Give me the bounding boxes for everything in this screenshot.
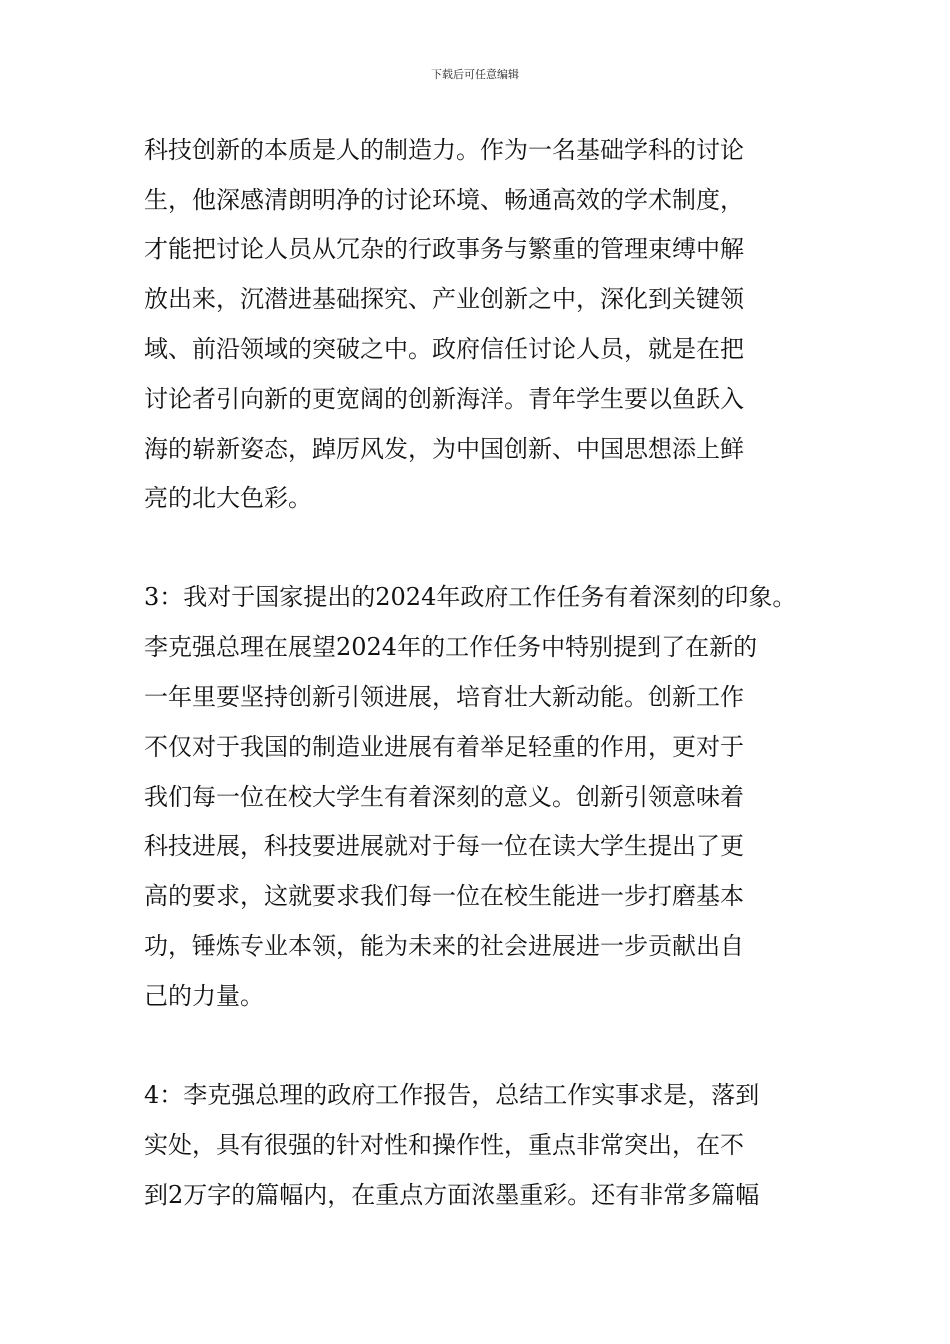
paragraph-line: 不仅对于我国的制造业进展有着举足轻重的作用，更对于 — [144, 733, 744, 761]
paragraph-line: 功，锤炼专业本领，能为未来的社会进展进一步贡献出自 — [144, 932, 744, 960]
paragraph-line: 亮的北大色彩。 — [144, 484, 312, 512]
paragraph-line: 放出来，沉潜进基础探究、产业创新之中，深化到关键领 — [144, 285, 744, 313]
paragraph-line: 高的要求，这就要求我们每一位在校生能进一步打磨基本 — [144, 882, 744, 910]
paragraph-line: 讨论者引向新的更宽阔的创新海洋。青年学生要以鱼跃入 — [144, 385, 744, 413]
paragraph-line: 科技创新的本质是人的制造力。作为一名基础学科的讨论 — [144, 136, 744, 164]
paragraph-line: 海的崭新姿态，踔厉风发，为中国创新、中国思想添上鲜 — [144, 435, 744, 463]
paragraph-line: 一年里要坚持创新引领进展，培育壮大新动能。创新工作 — [144, 683, 744, 711]
paragraph-line: 4：李克强总理的政府工作报告，总结工作实事求是，落到 — [144, 1081, 760, 1109]
paragraph-line: 生，他深感清朗明净的讨论环境、畅通高效的学术制度， — [144, 186, 744, 214]
paragraph-line: 域、前沿领域的突破之中。政府信任讨论人员，就是在把 — [144, 335, 744, 363]
paragraph-line: 己的力量。 — [144, 982, 264, 1010]
paragraph-line: 科技进展，科技要进展就对于每一位在读大学生提出了更 — [144, 832, 744, 860]
paragraph-line: 3：我对于国家提出的2024年政府工作任务有着深刻的印象。 — [144, 583, 797, 611]
paragraph-line: 我们每一位在校大学生有着深刻的意义。创新引领意味着 — [144, 783, 744, 811]
paragraph-line: 李克强总理在展望2024年的工作任务中特别提到了在新的 — [144, 633, 758, 661]
page-header: 下载后可任意编辑 — [431, 68, 519, 81]
paragraph-line: 才能把讨论人员从冗杂的行政事务与繁重的管理束缚中解 — [144, 235, 744, 263]
paragraph-line: 到2万字的篇幅内，在重点方面浓墨重彩。还有非常多篇幅 — [144, 1181, 760, 1209]
paragraph-line: 实处，具有很强的针对性和操作性，重点非常突出，在不 — [144, 1131, 744, 1159]
